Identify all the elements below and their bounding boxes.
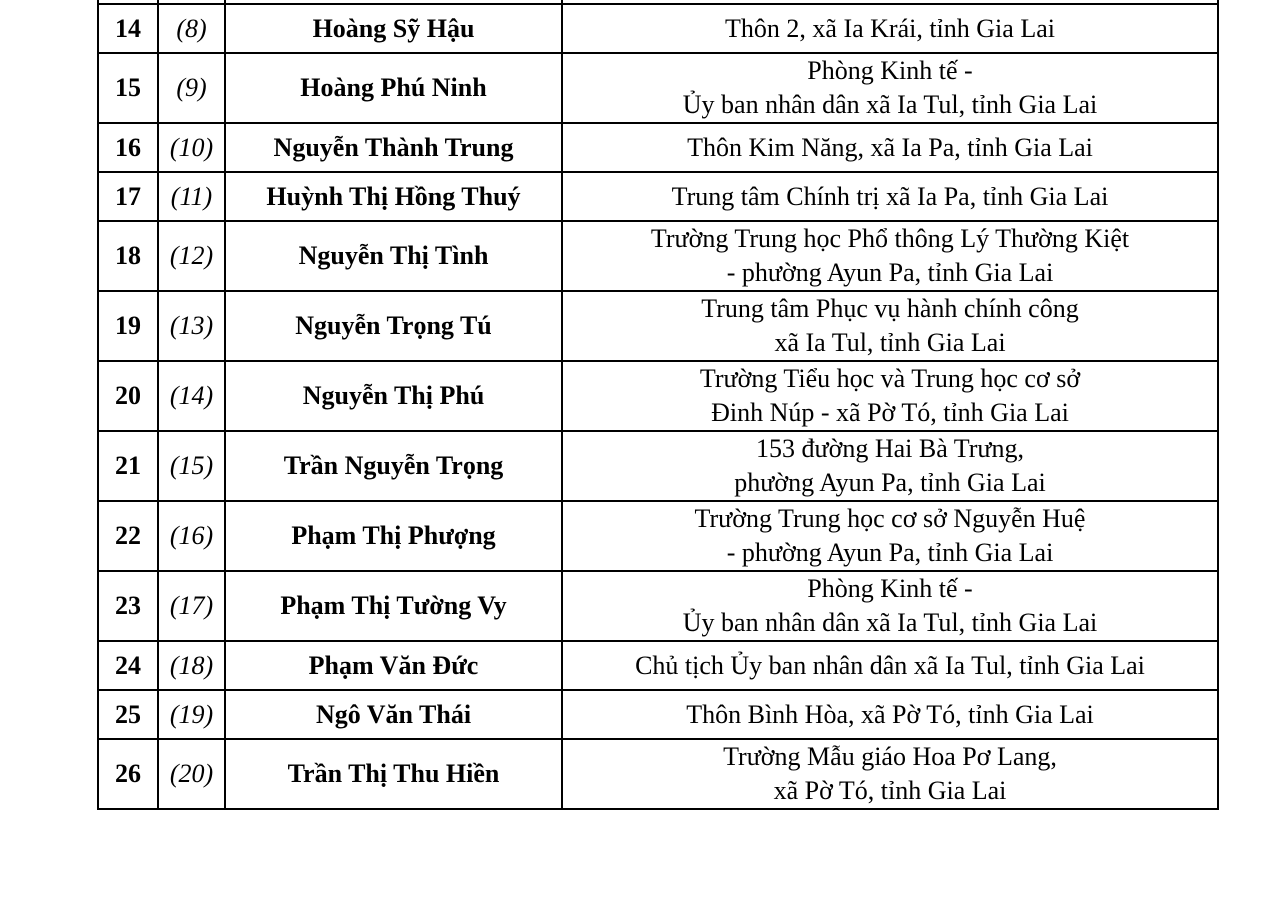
address-line: 153 đường Hai Bà Trưng, bbox=[755, 434, 1024, 463]
row-number: 17 bbox=[98, 172, 158, 221]
row-number: 15 bbox=[98, 53, 158, 123]
address-cell bbox=[562, 4, 1218, 53]
table-row bbox=[98, 501, 1218, 571]
address-line: Trường Tiểu học và Trung học cơ sở bbox=[699, 364, 1081, 393]
table-row bbox=[98, 571, 1218, 641]
sub-number: (10) bbox=[158, 123, 225, 172]
roster-table bbox=[97, 0, 1219, 810]
address-cell bbox=[562, 172, 1218, 221]
table-row bbox=[98, 641, 1218, 690]
table-row bbox=[98, 123, 1218, 172]
address-line: Trường Trung học cơ sở Nguyễn Huệ bbox=[694, 504, 1086, 533]
table-row bbox=[98, 291, 1218, 361]
address-line: Thôn 2, xã Ia Krái, tỉnh Gia Lai bbox=[725, 13, 1055, 43]
roster-body bbox=[98, 0, 1218, 809]
address-line: Ủy ban nhân dân xã Ia Tul, tỉnh Gia Lai bbox=[682, 608, 1098, 637]
address-cell bbox=[562, 571, 1218, 641]
person-name: Nguyễn Trọng Tú bbox=[225, 291, 562, 361]
person-name: Phạm Thị Tường Vy bbox=[225, 571, 562, 641]
table-row bbox=[98, 431, 1218, 501]
row-number: 22 bbox=[98, 501, 158, 571]
address-cell bbox=[562, 221, 1218, 291]
address-cell bbox=[562, 501, 1218, 571]
address-cell bbox=[562, 641, 1218, 690]
address-cell bbox=[562, 123, 1218, 172]
sub-number: (15) bbox=[158, 431, 225, 501]
sub-number: (18) bbox=[158, 641, 225, 690]
address-line: - phường Ayun Pa, tỉnh Gia Lai bbox=[726, 538, 1054, 567]
address-line: Đinh Núp - xã Pờ Tó, tỉnh Gia Lai bbox=[711, 398, 1069, 427]
sub-number: (19) bbox=[158, 690, 225, 739]
person-name: Ngô Văn Thái bbox=[225, 690, 562, 739]
address-line: Trường Mẫu giáo Hoa Pơ Lang, bbox=[723, 742, 1057, 771]
sub-number: (9) bbox=[158, 53, 225, 123]
address-line: xã Ia Tul, tỉnh Gia Lai bbox=[774, 328, 1006, 357]
sub-number: (8) bbox=[158, 4, 225, 53]
sub-number: (16) bbox=[158, 501, 225, 571]
address-line: Trường Trung học Phổ thông Lý Thường Kiệt bbox=[650, 224, 1130, 253]
sub-number: (20) bbox=[158, 739, 225, 809]
table-row bbox=[98, 4, 1218, 53]
sub-number: (12) bbox=[158, 221, 225, 291]
address-line: Thôn Kim Năng, xã Ia Pa, tỉnh Gia Lai bbox=[687, 132, 1093, 162]
row-number: 23 bbox=[98, 571, 158, 641]
row-number: 18 bbox=[98, 221, 158, 291]
row-number: 20 bbox=[98, 361, 158, 431]
person-name: Hoàng Sỹ Hậu bbox=[225, 4, 562, 53]
person-name: Nguyễn Thị Phú bbox=[225, 361, 562, 431]
address-cell bbox=[562, 739, 1218, 809]
person-name: Nguyễn Thành Trung bbox=[225, 123, 562, 172]
table-row bbox=[98, 739, 1218, 809]
sub-number: (13) bbox=[158, 291, 225, 361]
table-row bbox=[98, 690, 1218, 739]
table-row bbox=[98, 172, 1218, 221]
address-cell bbox=[562, 690, 1218, 739]
sub-number: (17) bbox=[158, 571, 225, 641]
address-line: Ủy ban nhân dân xã Ia Tul, tỉnh Gia Lai bbox=[682, 90, 1098, 119]
address-line: Trung tâm Phục vụ hành chính công bbox=[701, 294, 1079, 323]
address-cell bbox=[562, 361, 1218, 431]
sub-number: (11) bbox=[158, 172, 225, 221]
address-cell bbox=[562, 53, 1218, 123]
table-row bbox=[98, 361, 1218, 431]
row-number: 25 bbox=[98, 690, 158, 739]
person-name: Huỳnh Thị Hồng Thuý bbox=[225, 172, 562, 221]
address-line: xã Pờ Tó, tỉnh Gia Lai bbox=[773, 776, 1007, 805]
address-cell bbox=[562, 431, 1218, 501]
person-name: Trần Nguyễn Trọng bbox=[225, 431, 562, 501]
address-line: Phòng Kinh tế - bbox=[807, 574, 973, 603]
row-number: 14 bbox=[98, 4, 158, 53]
sub-number: (14) bbox=[158, 361, 225, 431]
person-name: Nguyễn Thị Tình bbox=[225, 221, 562, 291]
address-line: Chủ tịch Ủy ban nhân dân xã Ia Tul, tỉnh Gia Lai bbox=[635, 650, 1145, 680]
table-row bbox=[98, 53, 1218, 123]
table-row bbox=[98, 221, 1218, 291]
row-number: 21 bbox=[98, 431, 158, 501]
person-name: Phạm Văn Đức bbox=[225, 641, 562, 690]
address-line: Thôn Bình Hòa, xã Pờ Tó, tỉnh Gia Lai bbox=[686, 699, 1094, 729]
person-name: Phạm Thị Phượng bbox=[225, 501, 562, 571]
person-name: Trần Thị Thu Hiền bbox=[225, 739, 562, 809]
person-name: Hoàng Phú Ninh bbox=[225, 53, 562, 123]
row-number: 19 bbox=[98, 291, 158, 361]
row-number: 16 bbox=[98, 123, 158, 172]
address-line: phường Ayun Pa, tỉnh Gia Lai bbox=[734, 468, 1046, 497]
row-number: 26 bbox=[98, 739, 158, 809]
address-line: Phòng Kinh tế - bbox=[807, 56, 973, 85]
row-number: 24 bbox=[98, 641, 158, 690]
address-cell bbox=[562, 291, 1218, 361]
address-line: Trung tâm Chính trị xã Ia Pa, tỉnh Gia Lai bbox=[671, 181, 1109, 211]
address-line: - phường Ayun Pa, tỉnh Gia Lai bbox=[726, 258, 1054, 287]
